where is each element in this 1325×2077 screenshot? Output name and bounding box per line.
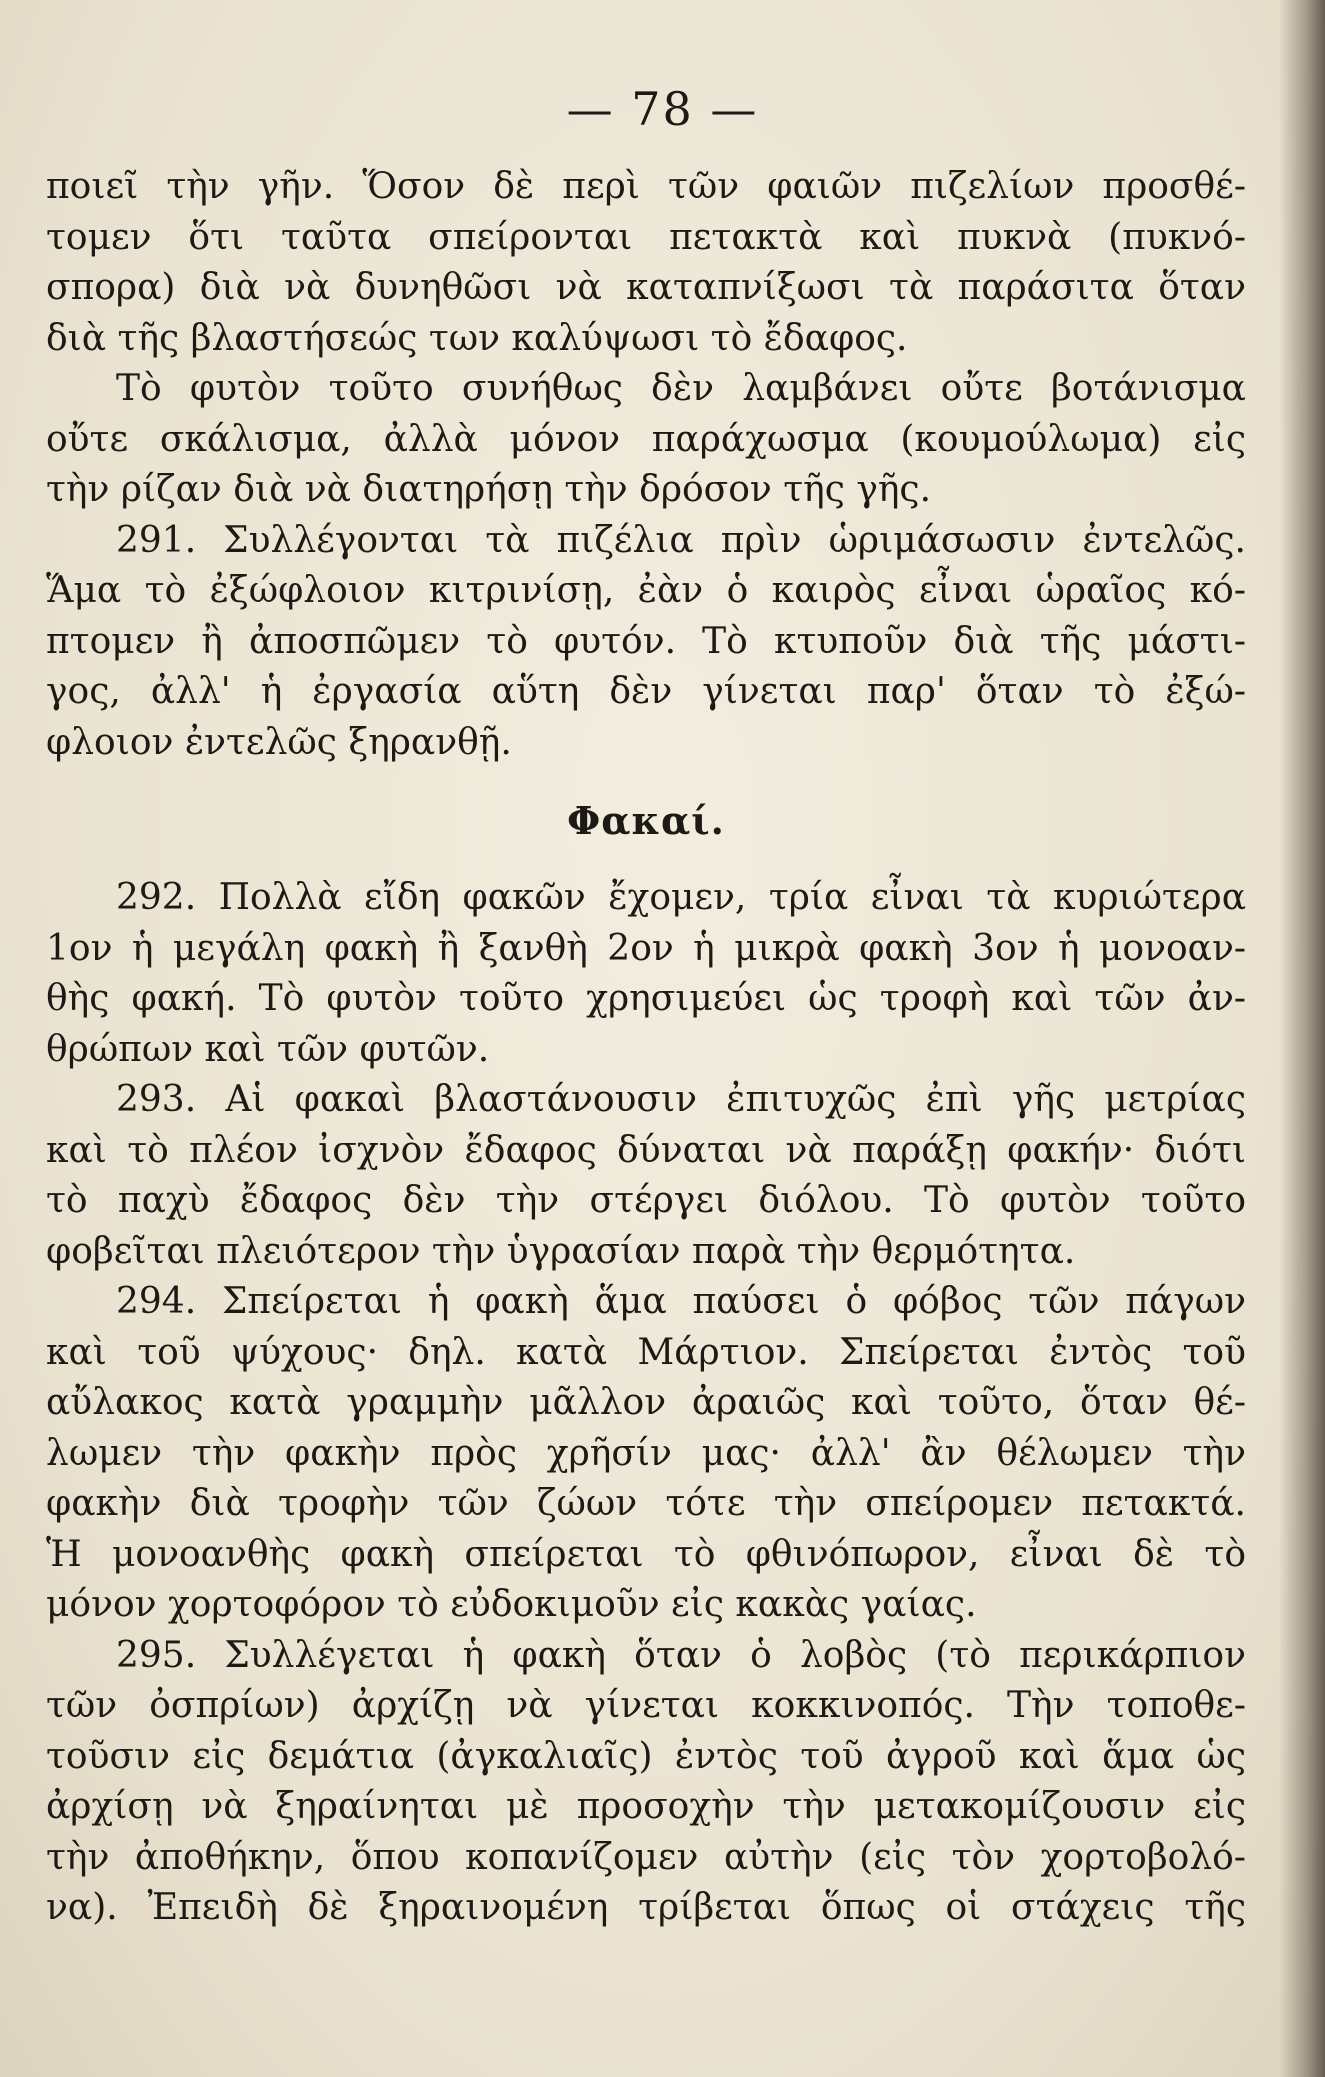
text-line: φλοιον ἐντελῶς ξηρανθῇ.	[46, 721, 512, 763]
text-line: τομεν ὅτι ταῦτα σπείρονται πετακτὰ καὶ πυκνὰ (πυκνό-	[46, 216, 1246, 258]
text-line: τῶν ὀσπρίων) ἀρχίζῃ νὰ γίνεται κοκκινοπός. Τὴν τοποθε-	[46, 1685, 1246, 1726]
text-line: λωμεν τὴν φακὴν πρὸς χρῆσίν μας· ἀλλ' ἂν θέλωμεν τὴν	[46, 1432, 1246, 1474]
section-295-line: 295. Συλλέγεται ἡ φακὴ ὅταν ὁ λοβὸς (τὸ περικάρπιον	[116, 1634, 1246, 1676]
text-line: οὔτε σκάλισμα, ἀλλὰ μόνον παράχωσμα (κουμούλωμα) εἰς	[46, 418, 1246, 460]
text-line: τὸ παχὺ ἔδαφος δὲν τὴν στέργει διόλου. Τὸ φυτὸν τοῦτο	[46, 1180, 1246, 1221]
text-line: πτομεν ἢ ἀποσπῶμεν τὸ φυτόν. Τὸ κτυποῦν διὰ τῆς μάστι-	[46, 620, 1246, 662]
text-line: να). Ἐπειδὴ δὲ ξηραινομένη τρίβεται ὅπως οἱ στάχεις τῆς	[46, 1887, 1246, 1928]
section-heading: Φακαί.	[567, 798, 725, 843]
text-line: διὰ τῆς βλαστήσεώς των καλύψωσι τὸ ἔδαφος.	[46, 317, 908, 359]
text-line: τὴν ρίζαν διὰ νὰ διατηρήσῃ τὴν δρόσον τῆς γῆς.	[46, 469, 932, 510]
page-edge-shadow	[1279, 0, 1325, 2077]
text-line: τοῦσιν εἰς δεμάτια (ἀγκαλιαῖς) ἐντὸς τοῦ ἀγροῦ καὶ ἅμα ὡς	[46, 1735, 1246, 1777]
text-line: θρώπων καὶ τῶν φυτῶν.	[46, 1028, 490, 1070]
text-line: φοβεῖται πλειότερον τὴν ὑγρασίαν παρὰ τὴν θερμότητα.	[46, 1230, 1076, 1272]
section-292-line: 292. Πολλὰ εἴδη φακῶν ἔχομεν, τρία εἶναι τὰ κυριώτερα	[116, 877, 1246, 918]
text-line: Ἡ μονοανθὴς φακὴ σπείρεται τὸ φθινόπωρον, εἶναι δὲ τὸ	[46, 1533, 1246, 1575]
text-line: ποιεῖ τὴν γῆν. Ὅσον δὲ περὶ τῶν φαιῶν πιζελίων προσθέ-	[46, 166, 1246, 207]
text-line: μόνον χορτοφόρον τὸ εὐδοκιμοῦν εἰς κακὰς γαίας.	[46, 1584, 977, 1625]
section-291-line: 291. Συλλέγονται τὰ πιζέλια πρὶν ὡριμάσωσιν ἐντελῶς.	[116, 519, 1246, 561]
text-line: ἀρχίσῃ νὰ ξηραίνηται μὲ προσοχὴν τὴν μετακομίζουσιν εἰς	[46, 1786, 1246, 1827]
text-line: τὴν ἀποθήκην, ὅπου κοπανίζομεν αὐτὴν (εἰς τὸν χορτοβολό-	[46, 1836, 1246, 1878]
text-line: καὶ τὸ πλέον ἰσχνὸν ἔδαφος δύναται νὰ παράξῃ φακήν· διότι	[46, 1129, 1246, 1171]
text-line: Τὸ φυτὸν τοῦτο συνήθως δὲν λαμβάνει οὔτε βοτάνισμα	[116, 368, 1246, 409]
text-line: φακὴν διὰ τροφὴν τῶν ζώων τότε τὴν σπείρομεν πετακτά.	[46, 1483, 1246, 1524]
text-line: 1ον ἡ μεγάλη φακὴ ἢ ξανθὴ 2ον ἡ μικρὰ φακὴ 3ον ἡ μονοαν-	[46, 927, 1246, 969]
body-text	[46, 162, 1246, 1934]
text-line: Ἅμα τὸ ἐξώφλοιον κιτρινίσῃ, ἐὰν ὁ καιρὸς εἶναι ὡραῖος κό-	[46, 570, 1246, 611]
text-line: αὔλακος κατὰ γραμμὴν μᾶλλον ἀραιῶς καὶ τοῦτο, ὅταν θέ-	[46, 1382, 1246, 1423]
text-line: θὴς φακή. Τὸ φυτὸν τοῦτο χρησιμεύει ὡς τροφὴ καὶ τῶν ἀν-	[46, 978, 1246, 1019]
text-line: σπορα) διὰ νὰ δυνηθῶσι νὰ καταπνίξωσι τὰ παράσιτα ὅταν	[46, 267, 1246, 308]
section-293-line: 293. Αἱ φακαὶ βλαστάνουσιν ἐπιτυχῶς ἐπὶ γῆς μετρίας	[116, 1079, 1246, 1120]
page-number: — 78 —	[566, 82, 759, 136]
text-line: καὶ τοῦ ψύχους· δηλ. κατὰ Μάρτιον. Σπείρεται ἐντὸς τοῦ	[46, 1331, 1246, 1373]
section-294-line: 294. Σπείρεται ἡ φακὴ ἅμα παύσει ὁ φόβος τῶν πάγων	[116, 1281, 1246, 1322]
text-line: γος, ἀλλ' ἡ ἐργασία αὕτη δὲν γίνεται παρ' ὅταν τὸ ἐξώ-	[46, 671, 1246, 712]
